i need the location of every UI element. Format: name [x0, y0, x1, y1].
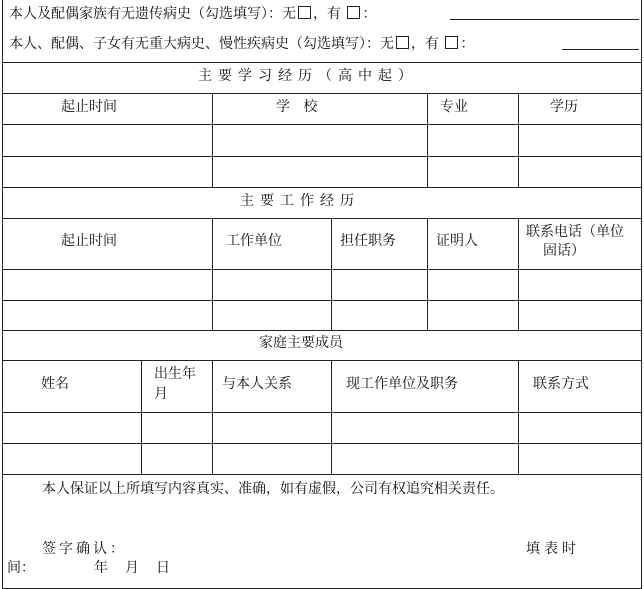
rule-work-row1 [2, 300, 642, 301]
work-header-contact-line1: 联系电话（单位 [526, 224, 624, 240]
chronic-colon: ： [460, 36, 475, 52]
rule-edu-title [2, 93, 642, 94]
family-header-relation: 与本人关系 [222, 376, 292, 392]
rule-health-end [2, 62, 642, 63]
family-col-2 [212, 360, 213, 474]
chronic-detail-field[interactable] [562, 49, 639, 50]
hereditary-question [9, 6, 376, 21]
family-header-name: 姓名 [41, 376, 69, 392]
rule-edu-header [2, 124, 642, 125]
family-header-birth-line2: 月 [154, 386, 168, 402]
fill-date-label-part1: 填表时 [526, 541, 580, 557]
date-day-label: 日 [156, 560, 170, 576]
hereditary-label: 本人及配偶家族有无遗传病史（勾选填写）：无 [9, 6, 296, 22]
rule-edu-row1 [2, 156, 642, 157]
work-header-reference: 证明人 [436, 233, 478, 249]
hereditary-no-checkbox[interactable] [298, 6, 311, 19]
family-col-4 [518, 360, 519, 474]
signature-label: 签字确认： [42, 541, 127, 557]
work-header-employer: 工作单位 [226, 233, 282, 249]
edu-col-3 [518, 93, 519, 187]
family-header-employer: 现工作单位及职务 [346, 376, 458, 392]
rule-work-header [2, 269, 642, 270]
chronic-has-label: ，有 [411, 36, 439, 52]
work-title: 主要工作经历 [240, 193, 360, 209]
family-header-birth-line1: 出生年 [154, 366, 196, 382]
family-col-1 [141, 360, 142, 474]
chronic-yes-checkbox[interactable] [445, 36, 458, 49]
hereditary-has-label: ，有 [313, 6, 341, 22]
work-col-1 [212, 218, 213, 330]
rule-edu-row2 [2, 187, 642, 188]
chronic-no-checkbox[interactable] [396, 36, 409, 49]
edu-header-school: 学 校 [276, 99, 318, 115]
edu-header-degree: 学历 [550, 99, 578, 115]
family-header-contact: 联系方式 [533, 376, 589, 392]
family-title: 家庭主要成员 [259, 335, 343, 351]
rule-family-header [2, 412, 642, 413]
frame-right [641, 0, 642, 589]
fill-date-label-part2: 间： [7, 560, 35, 576]
date-year-label: 年 [94, 560, 108, 576]
work-header-contact-line2: 固话） [543, 243, 585, 259]
date-month-label: 月 [125, 560, 139, 576]
education-title: 主要学习经历（高中起） [198, 68, 418, 84]
family-col-3 [331, 360, 332, 474]
work-header-position: 担任职务 [340, 233, 396, 249]
edu-header-major: 专业 [440, 99, 468, 115]
hereditary-detail-field[interactable] [450, 19, 639, 20]
edu-header-period: 起止时间 [61, 99, 117, 115]
edu-col-1 [212, 93, 213, 187]
work-col-3 [427, 218, 428, 330]
work-col-4 [518, 218, 519, 330]
frame-left [2, 0, 3, 589]
rule-family-row2 [2, 474, 642, 475]
chronic-label: 本人、配偶、子女有无重大病史、慢性疾病史（勾选填写）：无 [9, 36, 394, 52]
work-col-2 [331, 218, 332, 330]
chronic-question [9, 36, 474, 51]
rule-work-title [2, 218, 642, 219]
rule-family-row1 [2, 443, 642, 444]
declaration-statement: 本人保证以上所填写内容真实、准确，如有虚假，公司有权追究相关责任。 [42, 481, 504, 497]
work-header-period: 起止时间 [61, 233, 117, 249]
rule-family-title [2, 360, 642, 361]
rule-work-row2 [2, 330, 642, 331]
edu-col-2 [427, 93, 428, 187]
hereditary-colon: ： [362, 6, 377, 22]
hereditary-yes-checkbox[interactable] [347, 6, 360, 19]
